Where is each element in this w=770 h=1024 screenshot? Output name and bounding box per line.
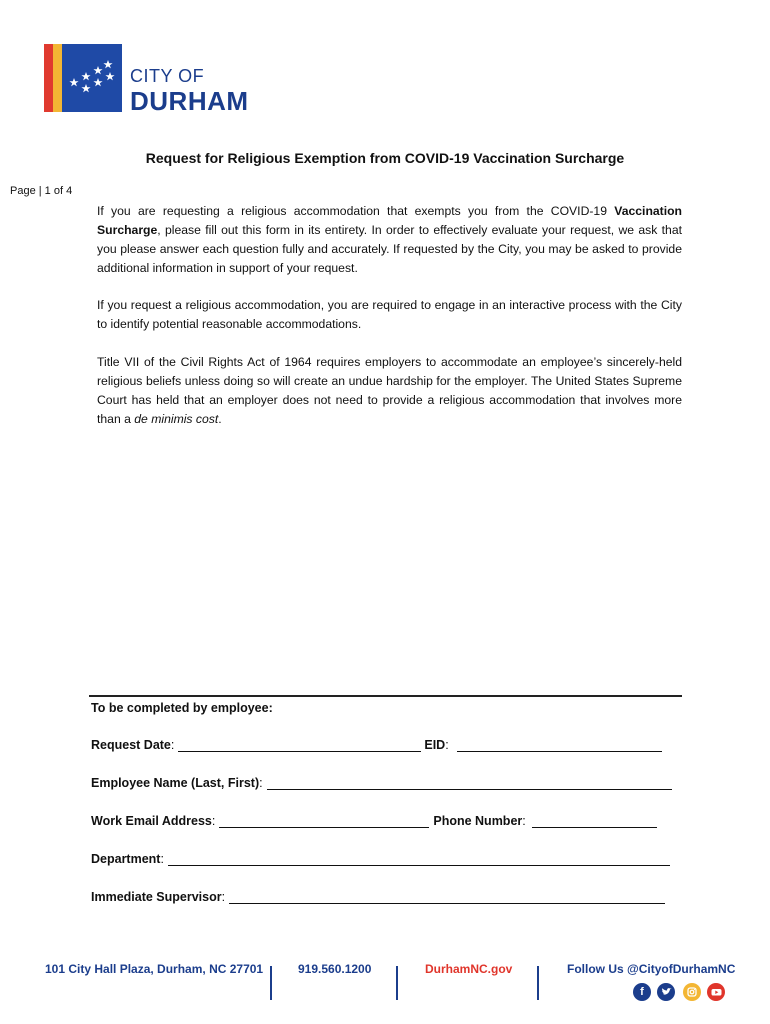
footer-phone: 919.560.1200: [298, 962, 372, 976]
footer-divider: [396, 966, 398, 1000]
work-email-row: [91, 813, 657, 828]
department-row: [91, 851, 670, 866]
supervisor-field[interactable]: [229, 889, 665, 904]
colon: :: [221, 890, 226, 904]
intro-text-a: If you are requesting a religious accommodation that exempts you from the COVID-19: [97, 204, 615, 218]
logo-text-city-of: CITY OF: [130, 66, 205, 86]
title-vii-paragraph: [97, 353, 682, 429]
work-email-label: Work Email Address: [91, 814, 212, 828]
colon: :: [160, 852, 164, 866]
employee-name-label: Employee Name (Last, First): [91, 776, 260, 790]
interactive-process-paragraph: If you request a religious accommodation, you are required to engage in an interactive process with the City to identify potential reasonable accommodations.: [97, 298, 682, 331]
intro-text-bold: Vaccination Surcharge: [97, 204, 682, 237]
page-indicator: Page | 1 of 4: [10, 185, 73, 197]
logo-text-durham: DURHAM: [130, 86, 249, 116]
facebook-icon[interactable]: f: [633, 983, 651, 1001]
intro-text-b: , please fill out this form in its entirety. In order to effectively evaluate your request, we ask that you please answer each question fully and accurately. If requested by the City, you may be asked to provide additional information in support of your request.: [97, 223, 682, 275]
instagram-icon[interactable]: [683, 983, 701, 1001]
footer-divider: [537, 966, 539, 1000]
logo-yellow-stripe: [53, 44, 62, 112]
document-title: Request for Religious Exemption from COVID-19 Vaccination Surcharge: [145, 150, 625, 166]
work-email-field[interactable]: [219, 813, 429, 828]
request-date-row: [91, 737, 662, 752]
stars-icon: [64, 58, 120, 98]
footer-divider: [270, 966, 272, 1000]
twitter-icon[interactable]: [657, 983, 675, 1001]
department-field[interactable]: [168, 851, 670, 866]
title-vii-italic: de minimis cost: [134, 412, 219, 426]
employee-name-row: [91, 775, 672, 790]
eid-label: EID: [424, 738, 446, 752]
phone-number-label: Phone Number: [433, 814, 523, 828]
supervisor-label: Immediate Supervisor: [91, 890, 222, 904]
logo-red-stripe: [44, 44, 53, 112]
eid-field[interactable]: [457, 737, 662, 752]
youtube-icon[interactable]: [707, 983, 725, 1001]
footer-website-link[interactable]: DurhamNC.gov: [425, 962, 513, 976]
form-divider: [89, 695, 682, 697]
city-logo: [44, 44, 264, 116]
phone-number-field[interactable]: [532, 813, 657, 828]
colon: :: [522, 814, 526, 828]
footer-follow-text: Follow Us @CityofDurhamNC: [567, 962, 736, 976]
request-date-label: Request Date: [91, 738, 171, 752]
footer-address: 101 City Hall Plaza, Durham, NC 27701: [45, 962, 264, 976]
colon: :: [445, 738, 449, 752]
employee-name-field[interactable]: [267, 775, 672, 790]
form-heading: To be completed by employee:: [91, 701, 273, 715]
request-date-field[interactable]: [178, 737, 421, 752]
colon: :: [211, 814, 216, 828]
title-vii-text-a: Title VII of the Civil Rights Act of 1964 requires employers to accommodate an employee’s sincerely-held religious beliefs unless doing so will create an undue hardship for the employer. The United States Supreme Court has held that an employer does not need to provide a religious accommodation that involves more than a: [97, 355, 682, 426]
colon: :: [170, 738, 175, 752]
intro-paragraph: [97, 202, 682, 278]
title-vii-text-b: .: [218, 412, 222, 426]
department-label: Department: [91, 852, 161, 866]
supervisor-row: [91, 889, 665, 904]
colon: :: [259, 776, 263, 790]
